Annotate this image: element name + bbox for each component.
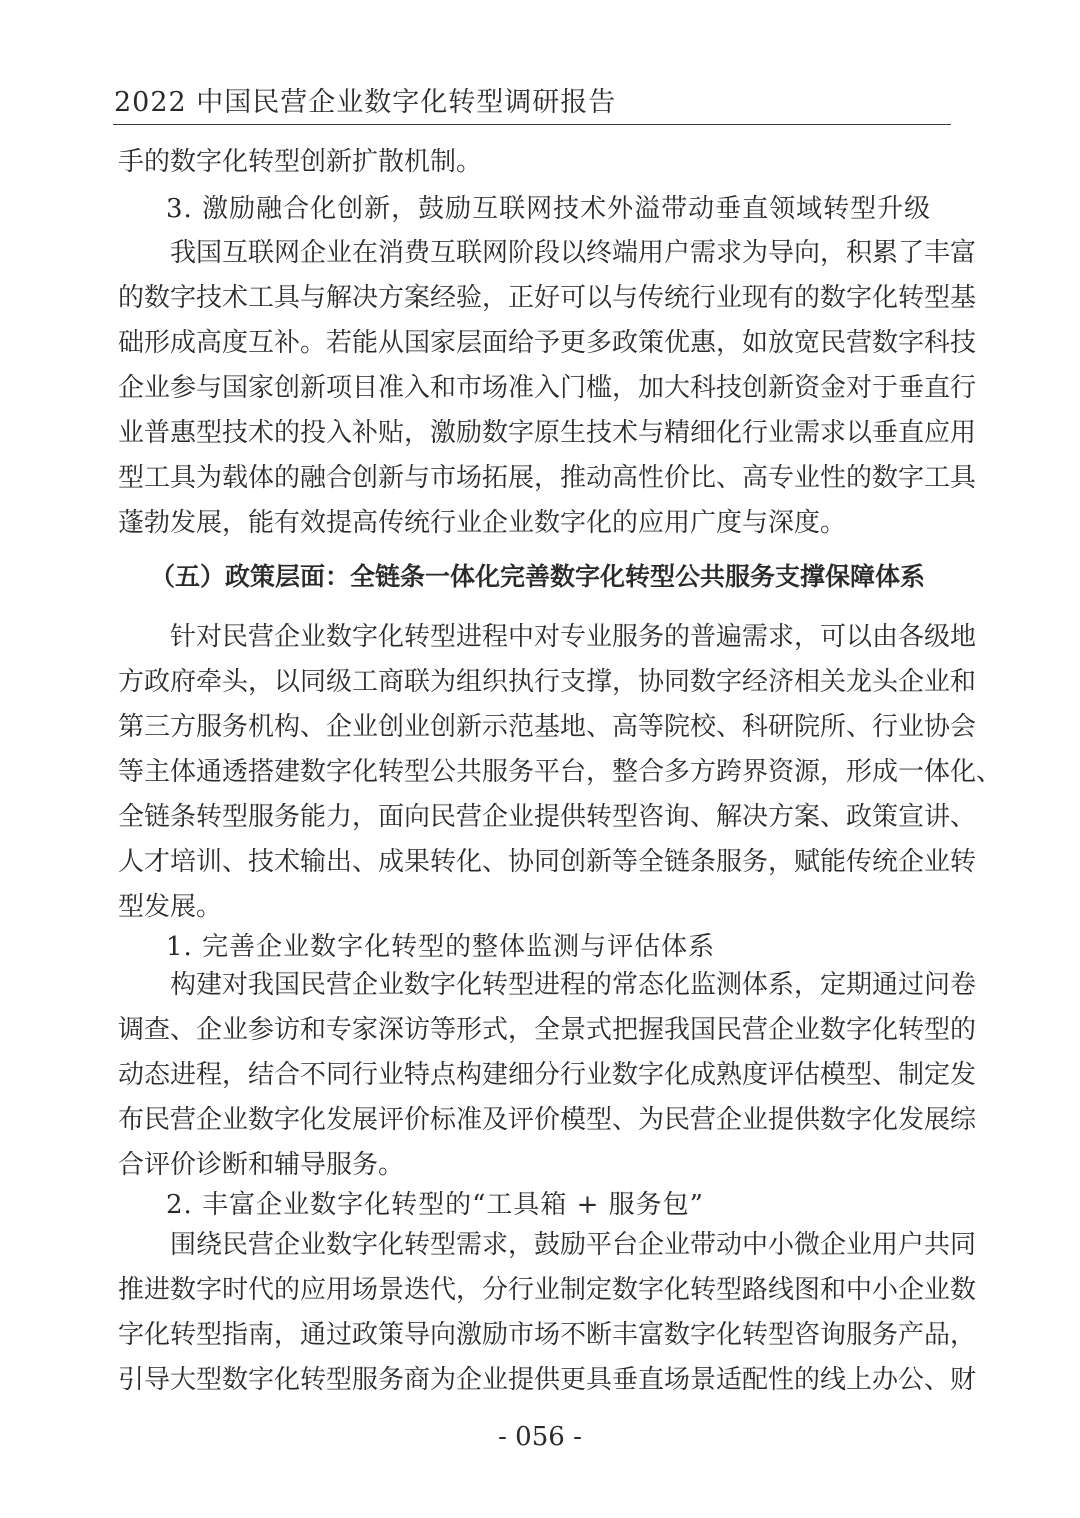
- paragraph-line: 构建对我国民营企业数字化转型进程的常态化监测体系，定期通过问卷: [170, 970, 977, 1000]
- paragraph-line: 型工具为载体的融合创新与市场拓展，推动高性价比、高专业性的数字工具: [118, 463, 977, 493]
- paragraph-line: 础形成高度互补。若能从国家层面给予更多政策优惠，如放宽民营数字科技: [118, 328, 977, 358]
- item-2-heading: 2. 丰富企业数字化转型的“工具箱 + 服务包”: [166, 1190, 704, 1220]
- item-3-heading: 3. 激励融合化创新，鼓励互联网技术外溢带动垂直领域转型升级: [166, 194, 932, 224]
- paragraph-line: 业普惠型技术的投入补贴，激励数字原生技术与精细化行业需求以垂直应用: [118, 418, 977, 448]
- paragraph-line: 等主体通透搭建数字化转型公共服务平台，整合多方跨界资源，形成一体化、: [118, 757, 1003, 787]
- paragraph-line: 针对民营企业数字化转型进程中对专业服务的普遍需求，可以由各级地: [170, 622, 977, 652]
- paragraph-line: 企业参与国家创新项目准入和市场准入门槛，加大科技创新资金对于垂直行: [118, 373, 977, 403]
- section-5-heading: （五）政策层面：全链条一体化完善数字化转型公共服务支撑保障体系: [150, 562, 926, 591]
- header-divider: [113, 124, 951, 125]
- paragraph-line: 围绕民营企业数字化转型需求，鼓励平台企业带动中小微企业用户共同: [170, 1230, 977, 1260]
- paragraph-line: 调查、企业参访和专家深访等形式，全景式把握我国民营企业数字化转型的: [118, 1015, 977, 1045]
- paragraph-line: 人才培训、技术输出、成果转化、协同创新等全链条服务，赋能传统企业转: [118, 847, 977, 877]
- item-2-paragraph: [118, 1223, 977, 1403]
- paragraph-line: 字化转型指南，通过政策导向激励市场不断丰富数字化转型咨询服务产品，: [118, 1320, 977, 1350]
- item-1-heading: 1. 完善企业数字化转型的整体监测与评估体系: [166, 932, 716, 962]
- paragraph-line: 合评价诊断和辅导服务。: [118, 1150, 405, 1180]
- paragraph-line: 方政府牵头，以同级工商联为组织执行支撑，协同数字经济相关龙头企业和: [118, 667, 977, 697]
- paragraph-line: 推进数字时代的应用场景迭代，分行业制定数字化转型路线图和中小企业数: [118, 1275, 977, 1305]
- section-5-paragraph: [118, 615, 1003, 930]
- paragraph-line: 手的数字化转型创新扩散机制。: [118, 147, 483, 177]
- paragraph-line: 第三方服务机构、企业创业创新示范基地、高等院校、科研院所、行业协会: [118, 712, 977, 742]
- page-header-title: 2022 中国民营企业数字化转型调研报告: [114, 87, 617, 118]
- item-1-paragraph: [118, 963, 977, 1188]
- paragraph-line: 我国互联网企业在消费互联网阶段以终端用户需求为导向，积累了丰富: [170, 238, 977, 268]
- paragraph-line: 蓬勃发展，能有效提高传统行业企业数字化的应用广度与深度。: [118, 508, 847, 538]
- paragraph-line: 布民营企业数字化发展评价标准及评价模型、为民营企业提供数字化发展综: [118, 1105, 977, 1135]
- item-3-paragraph: [118, 231, 977, 546]
- paragraph-line: 动态进程，结合不同行业特点构建细分行业数字化成熟度评估模型、制定发: [118, 1060, 977, 1090]
- paragraph-line: 引导大型数字化转型服务商为企业提供更具垂直场景适配性的线上办公、财: [118, 1365, 977, 1395]
- paragraph-line: 全链条转型服务能力，面向民营企业提供转型咨询、解决方案、政策宣讲、: [118, 802, 977, 832]
- continuation-paragraph: [118, 140, 956, 185]
- paragraph-line: 型发展。: [118, 892, 223, 922]
- page-number: - 056 -: [498, 1422, 582, 1452]
- paragraph-line: 的数字技术工具与解决方案经验，正好可以与传统行业现有的数字化转型基: [118, 283, 977, 313]
